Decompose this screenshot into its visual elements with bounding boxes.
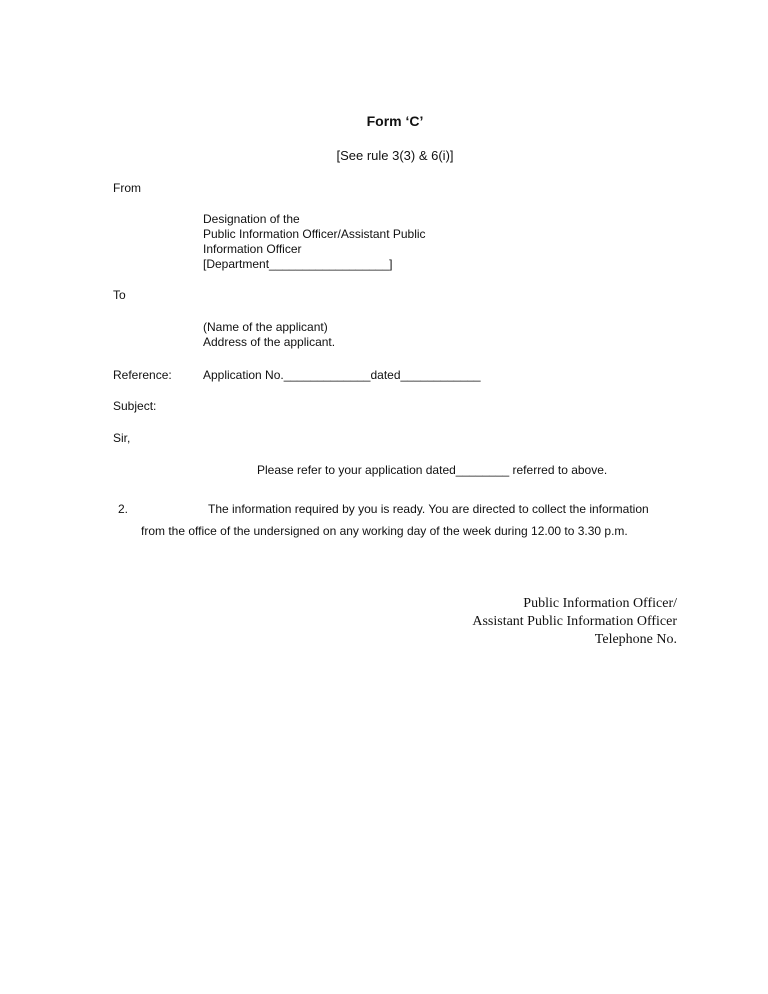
reference-text: Application No._____________dated____________ (203, 368, 481, 382)
signature-line: Assistant Public Information Officer (472, 614, 677, 629)
salutation: Sir, (113, 431, 131, 445)
paragraph-2-line-1: The information required by you is ready. You are directed to collect the information (208, 502, 649, 516)
paragraph-1: Please refer to your application dated________ referred to above. (257, 463, 608, 477)
from-label: From (113, 181, 141, 195)
from-line: Public Information Officer/Assistant Public (203, 227, 426, 241)
paragraph-2-line-2: from the office of the undersigned on any working day of the week during 12.00 to 3.30 p.m. (141, 524, 628, 538)
from-address-block (203, 212, 426, 272)
to-label: To (113, 288, 126, 302)
signature-line: Public Information Officer/ (523, 596, 677, 611)
paragraph-2-number: 2. (118, 502, 129, 516)
form-title: Form ‘C’ (366, 113, 424, 129)
to-line: Address of the applicant. (203, 335, 336, 349)
signature-block (472, 595, 677, 649)
from-line: [Department__________________] (203, 257, 393, 271)
to-line: (Name of the applicant) (203, 320, 328, 334)
to-address-block (203, 320, 335, 350)
subject-label: Subject: (113, 399, 157, 413)
from-line: Information Officer (203, 242, 302, 256)
from-line: Designation of the (203, 212, 300, 226)
reference-label: Reference: (113, 368, 172, 382)
signature-line: Telephone No. (594, 632, 677, 647)
rule-reference: [See rule 3(3) & 6(i)] (336, 148, 454, 163)
